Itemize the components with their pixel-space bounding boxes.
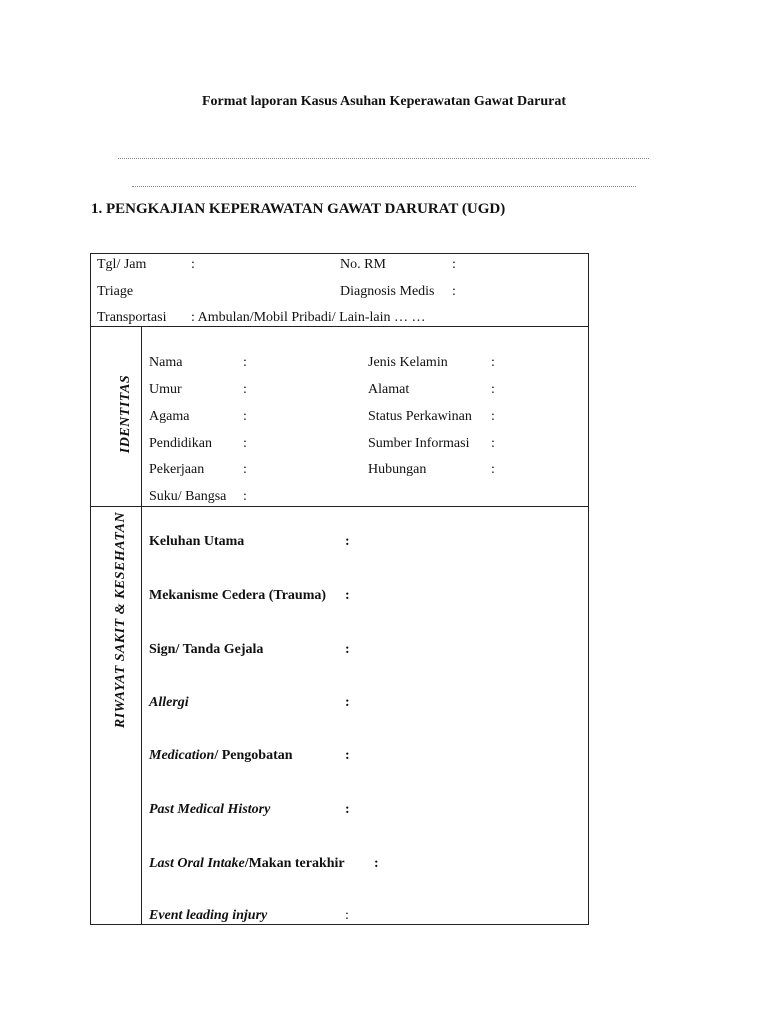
colon: :: [452, 284, 456, 299]
section-heading: 1. PENGKAJIAN KEPERAWATAN GAWAT DARURAT (UGD): [91, 201, 506, 217]
colon: :: [491, 462, 495, 477]
pengobatan-text: / Pengobatan: [214, 748, 293, 763]
field-allergi: Allergi: [149, 695, 189, 710]
field-jenis-kelamin: Jenis Kelamin: [368, 355, 448, 370]
colon: :: [345, 534, 350, 549]
field-hubungan: Hubungan: [368, 462, 427, 477]
field-agama: Agama: [149, 409, 190, 424]
colon: :: [345, 695, 350, 710]
field-keluhan-utama: Keluhan Utama: [149, 534, 245, 549]
side-column-divider: [141, 326, 142, 924]
colon: :: [491, 436, 495, 451]
colon: :: [345, 748, 350, 763]
field-suku-bangsa: Suku/ Bangsa: [149, 489, 227, 504]
field-pendidikan: Pendidikan: [149, 436, 212, 451]
field-sign-tanda-gejala: Sign/ Tanda Gejala: [149, 642, 264, 657]
header-divider: [91, 326, 588, 327]
colon: :: [374, 856, 379, 871]
colon: :: [491, 409, 495, 424]
document-title: Format laporan Kasus Asuhan Keperawatan Gawat Darurat: [201, 94, 566, 109]
colon: :: [345, 642, 350, 657]
colon: :: [345, 588, 350, 603]
field-medication: [149, 748, 293, 764]
colon: :: [452, 257, 456, 272]
dotted-line-2: [132, 186, 636, 187]
transport-options: : Ambulan/Mobil Pribadi/ Lain-lain … …: [191, 310, 426, 325]
last-oral-text: Last Oral Intake: [149, 856, 245, 871]
makan-terakhir-text: /Makan terakhir: [244, 856, 345, 871]
assessment-table: [90, 253, 589, 925]
dotted-line-1: [118, 158, 649, 159]
field-past-medical-history: Past Medical History: [149, 802, 271, 817]
field-umur: Umur: [149, 382, 182, 397]
colon: :: [345, 908, 349, 923]
label-diagnosis-medis: Diagnosis Medis: [340, 284, 435, 299]
riwayat-side-label: RIWAYAT SAKIT & KESEHATAN: [113, 511, 128, 729]
label-triage: Triage: [97, 284, 134, 299]
identity-divider: [91, 506, 588, 507]
field-mekanisme-cedera: Mekanisme Cedera (Trauma): [149, 588, 327, 603]
identitas-side-label: IDENTITAS: [118, 374, 133, 454]
colon: :: [243, 382, 247, 397]
colon: :: [243, 489, 247, 504]
field-alamat: Alamat: [368, 382, 410, 397]
medication-text: Medication: [149, 748, 215, 763]
label-transportasi: Transportasi: [97, 310, 167, 325]
field-pekerjaan: Pekerjaan: [149, 462, 205, 477]
field-sumber-informasi: Sumber Informasi: [368, 436, 470, 451]
label-tgl-jam: Tgl/ Jam: [97, 257, 147, 272]
field-last-oral-intake: [149, 856, 345, 872]
colon: :: [491, 355, 495, 370]
field-nama: Nama: [149, 355, 183, 370]
label-no-rm: No. RM: [340, 257, 386, 272]
colon: :: [345, 802, 350, 817]
field-event-leading-injury: Event leading injury: [149, 908, 268, 923]
field-status-perkawinan: Status Perkawinan: [368, 409, 472, 424]
colon: :: [243, 355, 247, 370]
colon: :: [243, 436, 247, 451]
colon: :: [191, 257, 195, 272]
colon: :: [243, 409, 247, 424]
colon: :: [491, 382, 495, 397]
colon: :: [243, 462, 247, 477]
